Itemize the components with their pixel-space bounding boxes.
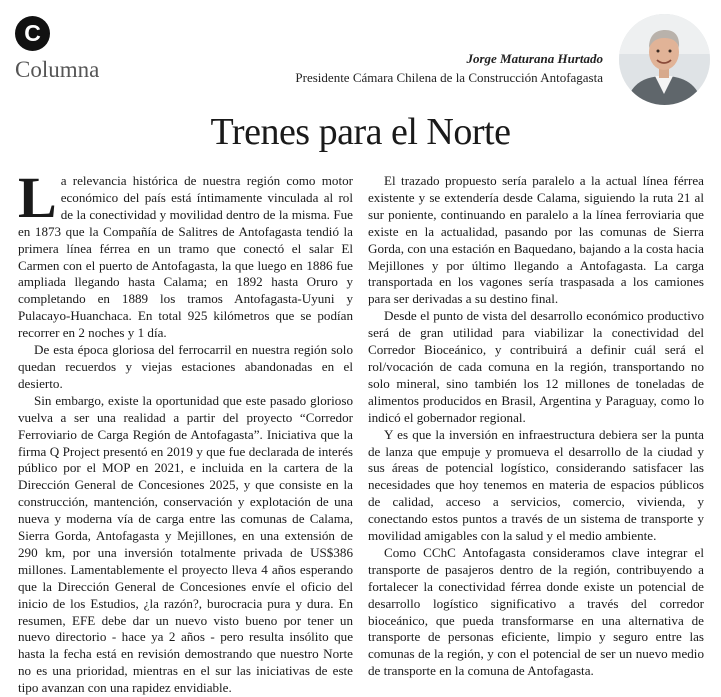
author-portrait-icon: [619, 14, 710, 105]
article-paragraph: Desde el punto de vista del desarrollo económico productivo será de gran utilidad para viabilizar la conectividad del Corredor Bioceánico, y contribuirá a definir cuál será el rol/vocación de cada comuna en la región, transportando no solo mineral, sino también los 12 millones de toneladas de alimentos producidos en Brasil, Argentina y Paraguay, como lo indicó el gobernador regional.: [368, 308, 704, 425]
article-paragraph: De esta época gloriosa del ferrocarril en nuestra región solo quedan recuerdos y viejas estaciones abandonadas en el desierto.: [18, 342, 353, 391]
author-role: Presidente Cámara Chilena de la Construcción Antofagasta: [295, 70, 603, 85]
section-label: Columna: [15, 57, 100, 82]
article-column-right: [368, 173, 704, 680]
article-title: Trenes para el Norte: [210, 111, 511, 153]
article-paragraph: [18, 165, 353, 342]
column-badge: C: [15, 16, 50, 51]
article-paragraph: Sin embargo, existe la oportunidad que este pasado glorioso vuelva a ser una realidad a partir del proyecto “Corredor Ferroviario de Carga Región de Antofagasta”. Iniciativa que la firma Q Project presentó en 2019 y que fue declarada de interés público por el MOP en 2021, e incluida en la cartera de la Dirección General de Concesiones 2025, y que consiste en la construcción, mantención, conservación y explotación de una nueva y moderna vía de carga entre las comunas de Calama, Sierra Gorda, Antofagasta y Mejillones, en una extensión de 290 km, por una inversión totalmente privada de US$386 millones. Lamentablemente el proyecto lleva 4 años esperando que la Dirección General de Concesiones envíe el oficio del inicio de los Estudios, ¿la razón?, burocracia pura y dura. En resumen, EFE debe dar un nuevo visto bueno por tener un nuevo directorio - hace ya 2 años - pero resulta insólito que hasta la fecha está en revisión demostrando que nuestro Norte no es una prioridad, mientras en el sur las iniciativas de este tipo avanzan con una rapidez envidiable.: [18, 392, 353, 696]
paragraph-text: a relevancia histórica de nuestra región como motor económico del país está íntimamente vinculada al rol de la conectividad y movilidad dentro de la misma. Fue en 1873 que la Compañía de Salitres de Antofagasta tendió la primera línea férrea en un tramo que conectó el salar El Carmen con el puerto de Antofagasta, la que luego en 1886 fue ampliada llegando hasta Calama; en 1892 hasta Oruro y completando en 1889 los tramos Antofagasta-Uyuni y Pulacayo-Huanchaca. En total 925 kilómetros que se podían recorrer en 2 noches y 1 día.: [18, 173, 353, 341]
author-photo: [619, 14, 710, 105]
author-name: Jorge Maturana Hurtado: [466, 51, 603, 66]
article-paragraph: Como CChC Antofagasta consideramos clave integrar el transporte de pasajeros dentro de la región, contribuyendo a fortalecer la conectividad férrea donde existe un potencial de desarrollo logístico significativo a través del corredor bioceánico, que pueda transformarse en una alternativa de transporte de personas eficiente, limpio y seguro entre las comunas de la región, y con el potencial de ser un nuevo medio de transporte en la comuna de Antofagasta.: [368, 544, 704, 679]
article-paragraph: Y es que la inversión en infraestructura debiera ser la punta de lanza que empuje y promueva el desarrollo de la ciudad y sus áreas de potencial logístico, considerando satisfacer las necesidades que hoy tenemos en materia de espacios públicos de calidad, acceso a servicios, comercio, vivienda, y conectando estos puntos a través de un sistema de transporte y movilidad amigables con la salud y el medio ambiente.: [368, 426, 704, 544]
article-paragraph: El trazado propuesto sería paralelo a la actual línea férrea existente y se extendería desde Calama, siguiendo la ruta 21 al sur poniente, continuando en paralelo a la línea ferroviaria que existe en la actualidad, pasando por las comunas de Sierra Gorda, con una estación en Baquedano, bajando a la costa hacia Mejillones y por último llegando a Antofagasta. La carga transportada en los vagones sería traspasada a los camiones para ser derivadas a su destino final.: [368, 173, 704, 307]
article-column-left: [18, 165, 353, 697]
drop-cap: L: [18, 165, 57, 230]
